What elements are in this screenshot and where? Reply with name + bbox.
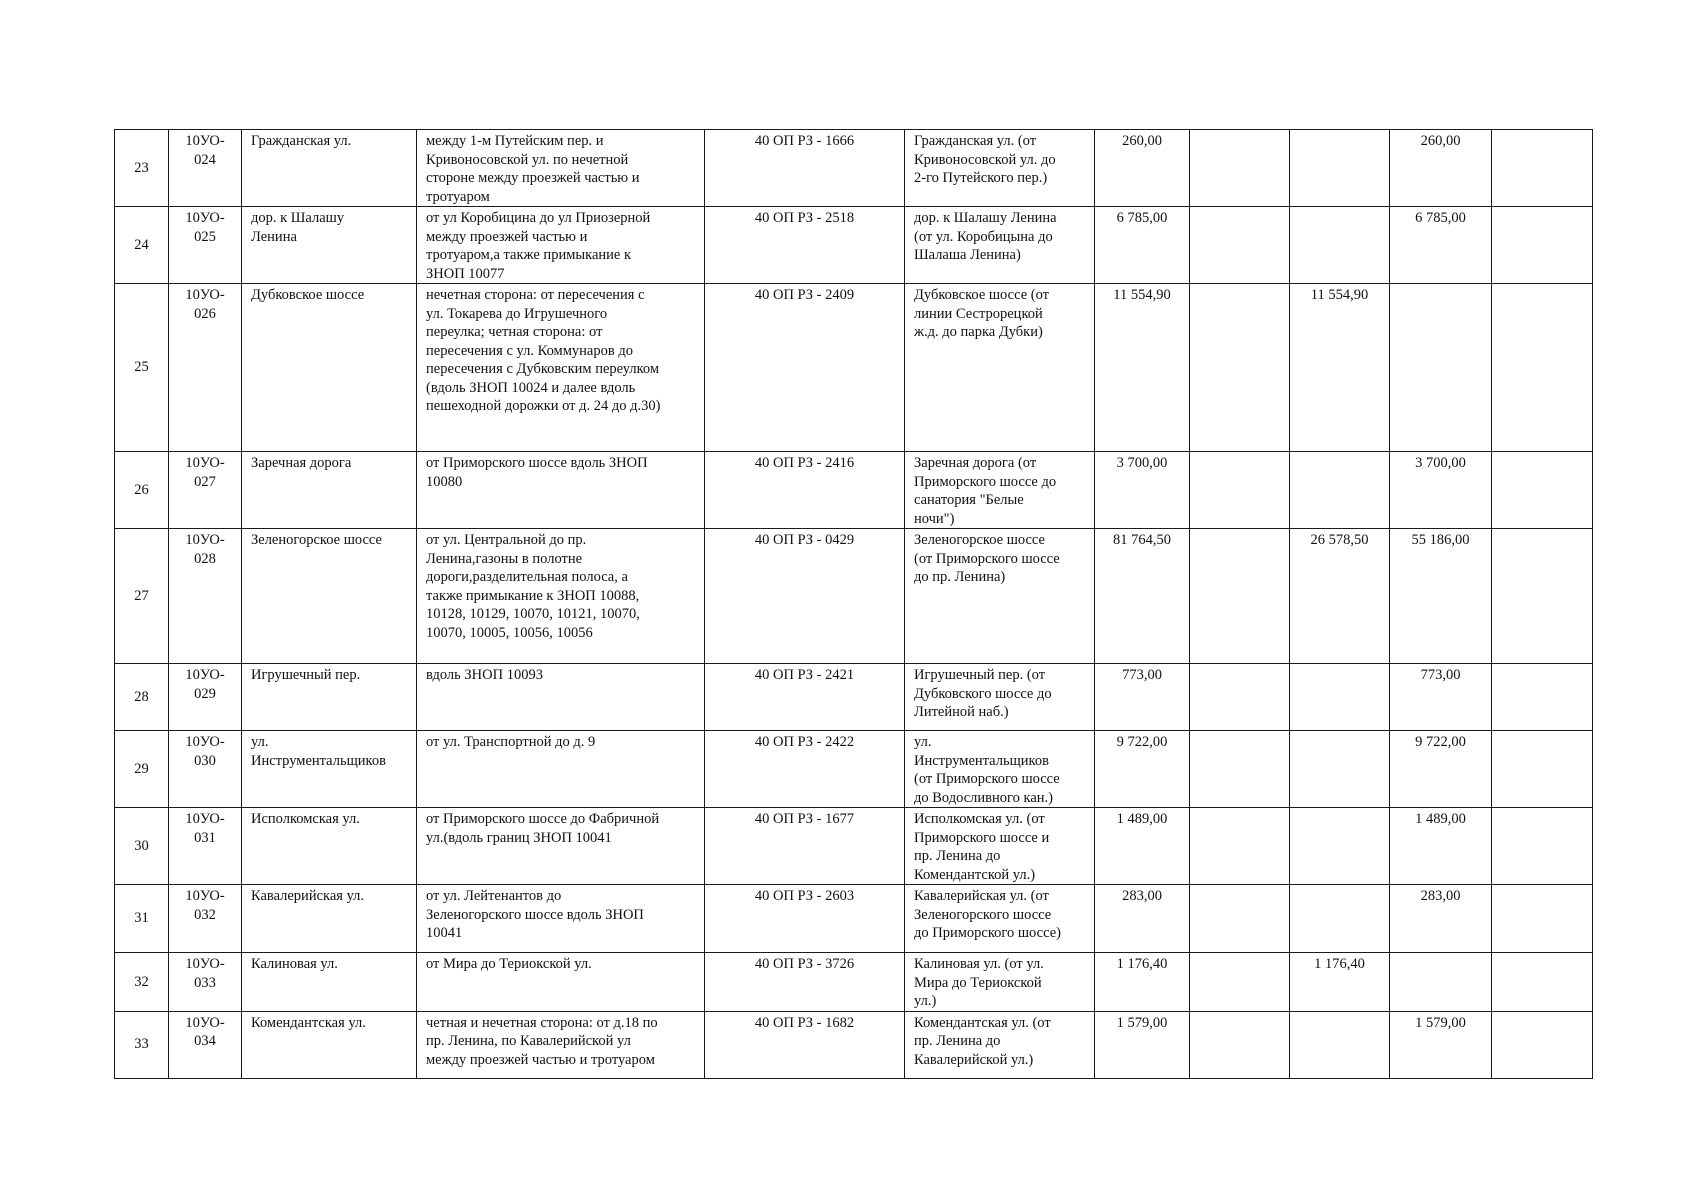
area-col-4 xyxy=(1492,529,1593,664)
area-col-3: 773,00 xyxy=(1390,664,1492,731)
area-col-4 xyxy=(1492,885,1593,953)
road-registry-number: 40 ОП РЗ - 2422 xyxy=(705,731,905,808)
street-name: Игрушечный пер. xyxy=(242,664,417,731)
row-number: 28 xyxy=(115,664,169,731)
area-col-4 xyxy=(1492,1011,1593,1078)
road-registry-number: 40 ОП РЗ - 1677 xyxy=(705,808,905,885)
object-code: 10УО- 025 xyxy=(169,207,242,284)
area-col-1 xyxy=(1190,1011,1290,1078)
road-registry-number: 40 ОП РЗ - 1682 xyxy=(705,1011,905,1078)
total-area: 283,00 xyxy=(1095,885,1190,953)
area-description: нечетная сторона: от пересечения с ул. Токарева до Игрушечного переулка; четная сторона: от пересечения с ул. Коммунаров до пересечения с Дубковским переулком (вдоль ЗНОП 10024 и далее вдоль пешеходной дорожки от д. 24 до д.30) xyxy=(417,284,705,452)
area-col-3: 1 579,00 xyxy=(1390,1011,1492,1078)
table-row xyxy=(115,207,1593,284)
area-description: от ул Коробицина до ул Приозерной между проезжей частью и тротуаром,а также примыкание к ЗНОП 10077 xyxy=(417,207,705,284)
area-col-2: 26 578,50 xyxy=(1290,529,1390,664)
area-col-2 xyxy=(1290,1011,1390,1078)
object-code: 10УО- 027 xyxy=(169,452,242,529)
road-description: Кавалерийская ул. (от Зеленогорского шоссе до Приморского шоссе) xyxy=(905,885,1095,953)
object-code: 10УО- 034 xyxy=(169,1011,242,1078)
area-col-4 xyxy=(1492,130,1593,207)
street-name: дор. к Шалашу Ленина xyxy=(242,207,417,284)
area-col-2: 11 554,90 xyxy=(1290,284,1390,452)
total-area: 773,00 xyxy=(1095,664,1190,731)
area-col-1 xyxy=(1190,207,1290,284)
total-area: 9 722,00 xyxy=(1095,731,1190,808)
object-code: 10УО- 028 xyxy=(169,529,242,664)
row-number: 25 xyxy=(115,284,169,452)
table-row xyxy=(115,130,1593,207)
table-row xyxy=(115,885,1593,953)
object-code: 10УО- 031 xyxy=(169,808,242,885)
area-col-2 xyxy=(1290,130,1390,207)
street-name: Гражданская ул. xyxy=(242,130,417,207)
total-area: 3 700,00 xyxy=(1095,452,1190,529)
area-col-4 xyxy=(1492,207,1593,284)
area-col-3: 1 489,00 xyxy=(1390,808,1492,885)
area-description: от ул. Транспортной до д. 9 xyxy=(417,731,705,808)
area-description: от Мира до Териокской ул. xyxy=(417,953,705,1012)
table-row xyxy=(115,284,1593,452)
total-area: 1 176,40 xyxy=(1095,953,1190,1012)
area-col-4 xyxy=(1492,664,1593,731)
area-col-2: 1 176,40 xyxy=(1290,953,1390,1012)
area-col-3: 6 785,00 xyxy=(1390,207,1492,284)
road-description: Игрушечный пер. (от Дубковского шоссе до Литейной наб.) xyxy=(905,664,1095,731)
row-number: 33 xyxy=(115,1011,169,1078)
road-registry-number: 40 ОП РЗ - 2416 xyxy=(705,452,905,529)
area-col-1 xyxy=(1190,452,1290,529)
area-col-3 xyxy=(1390,284,1492,452)
total-area: 81 764,50 xyxy=(1095,529,1190,664)
road-description: Дубковское шоссе (от линии Сестрорецкой ж.д. до парка Дубки) xyxy=(905,284,1095,452)
road-description: Заречная дорога (от Приморского шоссе до санатория "Белые ночи") xyxy=(905,452,1095,529)
road-description: Комендантская ул. (от пр. Ленина до Кавалерийской ул.) xyxy=(905,1011,1095,1078)
area-col-3: 9 722,00 xyxy=(1390,731,1492,808)
road-registry-number: 40 ОП РЗ - 3726 xyxy=(705,953,905,1012)
area-col-1 xyxy=(1190,664,1290,731)
table-row xyxy=(115,529,1593,664)
object-code: 10УО- 024 xyxy=(169,130,242,207)
area-col-1 xyxy=(1190,529,1290,664)
table-row xyxy=(115,664,1593,731)
street-name: Заречная дорога xyxy=(242,452,417,529)
total-area: 11 554,90 xyxy=(1095,284,1190,452)
road-registry-number: 40 ОП РЗ - 0429 xyxy=(705,529,905,664)
road-description: дор. к Шалашу Ленина (от ул. Коробицына до Шалаша Ленина) xyxy=(905,207,1095,284)
object-code: 10УО- 029 xyxy=(169,664,242,731)
street-name: Кавалерийская ул. xyxy=(242,885,417,953)
street-name: Комендантская ул. xyxy=(242,1011,417,1078)
object-code: 10УО- 033 xyxy=(169,953,242,1012)
area-col-1 xyxy=(1190,130,1290,207)
area-col-1 xyxy=(1190,284,1290,452)
area-col-4 xyxy=(1492,953,1593,1012)
road-registry-number: 40 ОП РЗ - 2603 xyxy=(705,885,905,953)
total-area: 1 489,00 xyxy=(1095,808,1190,885)
area-col-4 xyxy=(1492,731,1593,808)
area-col-2 xyxy=(1290,885,1390,953)
area-col-4 xyxy=(1492,452,1593,529)
area-description: вдоль ЗНОП 10093 xyxy=(417,664,705,731)
area-col-1 xyxy=(1190,885,1290,953)
row-number: 31 xyxy=(115,885,169,953)
row-number: 24 xyxy=(115,207,169,284)
area-col-2 xyxy=(1290,731,1390,808)
area-description: от ул. Лейтенантов до Зеленогорского шоссе вдоль ЗНОП 10041 xyxy=(417,885,705,953)
road-description: Калиновая ул. (от ул. Мира до Териокской ул.) xyxy=(905,953,1095,1012)
road-registry-number: 40 ОП РЗ - 2518 xyxy=(705,207,905,284)
table-row xyxy=(115,731,1593,808)
greenery-registry-table xyxy=(114,129,1593,1079)
street-name: Исполкомская ул. xyxy=(242,808,417,885)
table-row xyxy=(115,808,1593,885)
area-description: от Приморского шоссе вдоль ЗНОП 10080 xyxy=(417,452,705,529)
table-row xyxy=(115,452,1593,529)
road-description: ул. Инструментальщиков (от Приморского шоссе до Водосливного кан.) xyxy=(905,731,1095,808)
area-col-1 xyxy=(1190,808,1290,885)
object-code: 10УО- 030 xyxy=(169,731,242,808)
area-col-1 xyxy=(1190,953,1290,1012)
total-area: 260,00 xyxy=(1095,130,1190,207)
street-name: Зеленогорское шоссе xyxy=(242,529,417,664)
area-col-4 xyxy=(1492,808,1593,885)
area-col-2 xyxy=(1290,664,1390,731)
row-number: 27 xyxy=(115,529,169,664)
street-name: Дубковское шоссе xyxy=(242,284,417,452)
road-registry-number: 40 ОП РЗ - 2421 xyxy=(705,664,905,731)
area-description: четная и нечетная сторона: от д.18 по пр. Ленина, по Кавалерийской ул между проезжей частью и тротуаром xyxy=(417,1011,705,1078)
object-code: 10УО- 032 xyxy=(169,885,242,953)
row-number: 23 xyxy=(115,130,169,207)
road-description: Зеленогорское шоссе (от Приморского шоссе до пр. Ленина) xyxy=(905,529,1095,664)
object-code: 10УО- 026 xyxy=(169,284,242,452)
table-row xyxy=(115,953,1593,1012)
area-col-2 xyxy=(1290,452,1390,529)
area-description: от Приморского шоссе до Фабричной ул.(вдоль границ ЗНОП 10041 xyxy=(417,808,705,885)
road-registry-number: 40 ОП РЗ - 1666 xyxy=(705,130,905,207)
area-col-3: 55 186,00 xyxy=(1390,529,1492,664)
area-col-3 xyxy=(1390,953,1492,1012)
total-area: 1 579,00 xyxy=(1095,1011,1190,1078)
area-col-2 xyxy=(1290,808,1390,885)
road-description: Гражданская ул. (от Кривоносовской ул. до 2-го Путейского пер.) xyxy=(905,130,1095,207)
area-description: от ул. Центральной до пр. Ленина,газоны в полотне дороги,разделительная полоса, а также примыкание к ЗНОП 10088, 10128, 10129, 10070, 10121, 10070, 10070, 10005, 10056, 10056 xyxy=(417,529,705,664)
road-description: Исполкомская ул. (от Приморского шоссе и пр. Ленина до Комендантской ул.) xyxy=(905,808,1095,885)
table-body xyxy=(115,130,1593,1079)
total-area: 6 785,00 xyxy=(1095,207,1190,284)
street-name: ул. Инструментальщиков xyxy=(242,731,417,808)
area-col-4 xyxy=(1492,284,1593,452)
road-registry-number: 40 ОП РЗ - 2409 xyxy=(705,284,905,452)
table-row xyxy=(115,1011,1593,1078)
area-col-3: 3 700,00 xyxy=(1390,452,1492,529)
area-col-3: 283,00 xyxy=(1390,885,1492,953)
street-name: Калиновая ул. xyxy=(242,953,417,1012)
row-number: 29 xyxy=(115,731,169,808)
row-number: 32 xyxy=(115,953,169,1012)
area-col-3: 260,00 xyxy=(1390,130,1492,207)
area-col-1 xyxy=(1190,731,1290,808)
row-number: 30 xyxy=(115,808,169,885)
area-description: между 1-м Путейским пер. и Кривоносовской ул. по нечетной стороне между проезжей частью и тротуаром xyxy=(417,130,705,207)
row-number: 26 xyxy=(115,452,169,529)
area-col-2 xyxy=(1290,207,1390,284)
